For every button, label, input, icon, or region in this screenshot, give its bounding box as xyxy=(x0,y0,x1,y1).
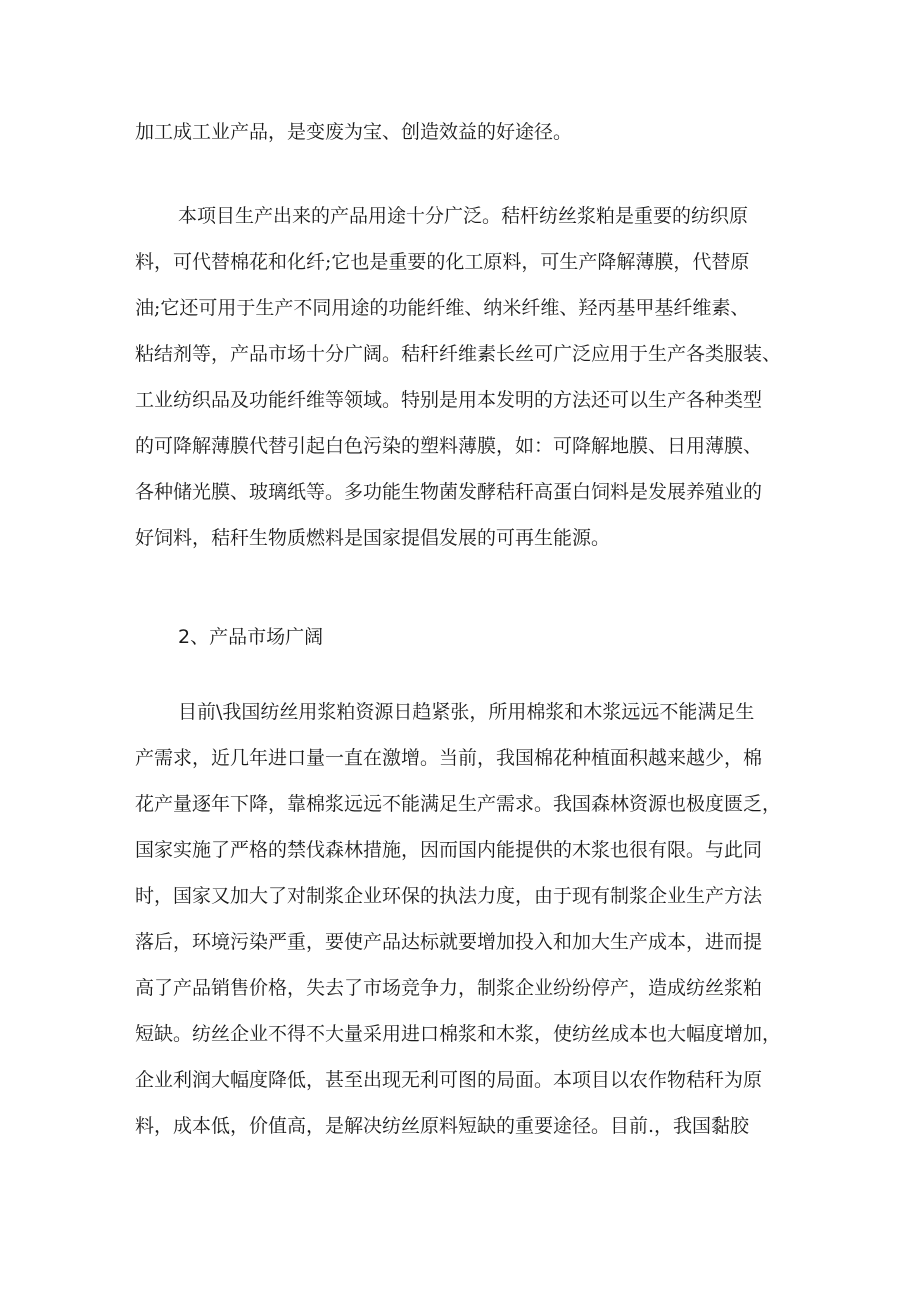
text-line: 加工成工业产品，是变废为宝、创造效益的好途径。 xyxy=(135,121,573,143)
text-line: 好饲料，秸秆生物质燃料是国家提倡发展的可再生能源。 xyxy=(135,527,611,549)
text-line: 企业利润大幅度降低，甚至出现无利可图的局面。本项目以农作物秸秆为原 xyxy=(135,1069,763,1091)
text-line: 料，成本低，价值高，是解决纺丝原料短缺的重要途径。目前.，我国黏胶 xyxy=(135,1115,750,1137)
text-line: 目前\我国纺丝用浆粕资源日趋紧张，所用棉浆和木浆远远不能满足生 xyxy=(178,701,755,723)
text-line: 时，国家又加大了对制浆企业环保的执法力度，由于现有制浆企业生产方法 xyxy=(135,885,763,907)
text-line: 的可降解薄膜代替引起白色污染的塑料薄膜，如：可降解地膜、日用薄膜、 xyxy=(135,435,763,457)
text-line: 油;它还可用于生产不同用途的功能纤维、纳米纤维、羟丙基甲基纤维素、 xyxy=(135,297,750,319)
text-line: 国家实施了严格的禁伐森林措施，因而国内能提供的木浆也很有限。与此同 xyxy=(135,839,763,861)
text-line: 粘结剂等，产品市场十分广阔。秸秆纤维素长丝可广泛应用于生产各类服装、 xyxy=(135,343,782,365)
text-line: 花产量逐年下降，靠棉浆远远不能满足生产需求。我国森林资源也极度匮乏， xyxy=(135,793,782,815)
section-heading: 2、产品市场广阔 xyxy=(178,626,324,648)
text-line: 各种储光膜、玻璃纸等。多功能生物菌发酵秸秆高蛋白饲料是发展养殖业的 xyxy=(135,481,763,503)
text-line: 高了产品销售价格，失去了市场竞争力，制浆企业纷纷停产，造成纺丝浆粕 xyxy=(135,977,763,999)
text-line: 短缺。纺丝企业不得不大量采用进口棉浆和木浆，使纺丝成本也大幅度增加， xyxy=(135,1023,782,1045)
text-line: 本项目生产出来的产品用途十分广泛。秸杆纺丝浆粕是重要的纺织原 xyxy=(178,205,749,227)
text-line: 产需求，近几年进口量一直在激增。当前，我国棉花种植面积越来越少，棉 xyxy=(135,747,763,769)
text-line: 落后，环境污染严重，要使产品达标就要增加投入和加大生产成本，进而提 xyxy=(135,931,763,953)
text-line: 工业纺织品及功能纤维等领域。特别是用本发明的方法还可以生产各种类型 xyxy=(135,389,763,411)
text-line: 料，可代替棉花和化纤;它也是重要的化工原料，可生产降解薄膜，代替原 xyxy=(135,251,750,273)
